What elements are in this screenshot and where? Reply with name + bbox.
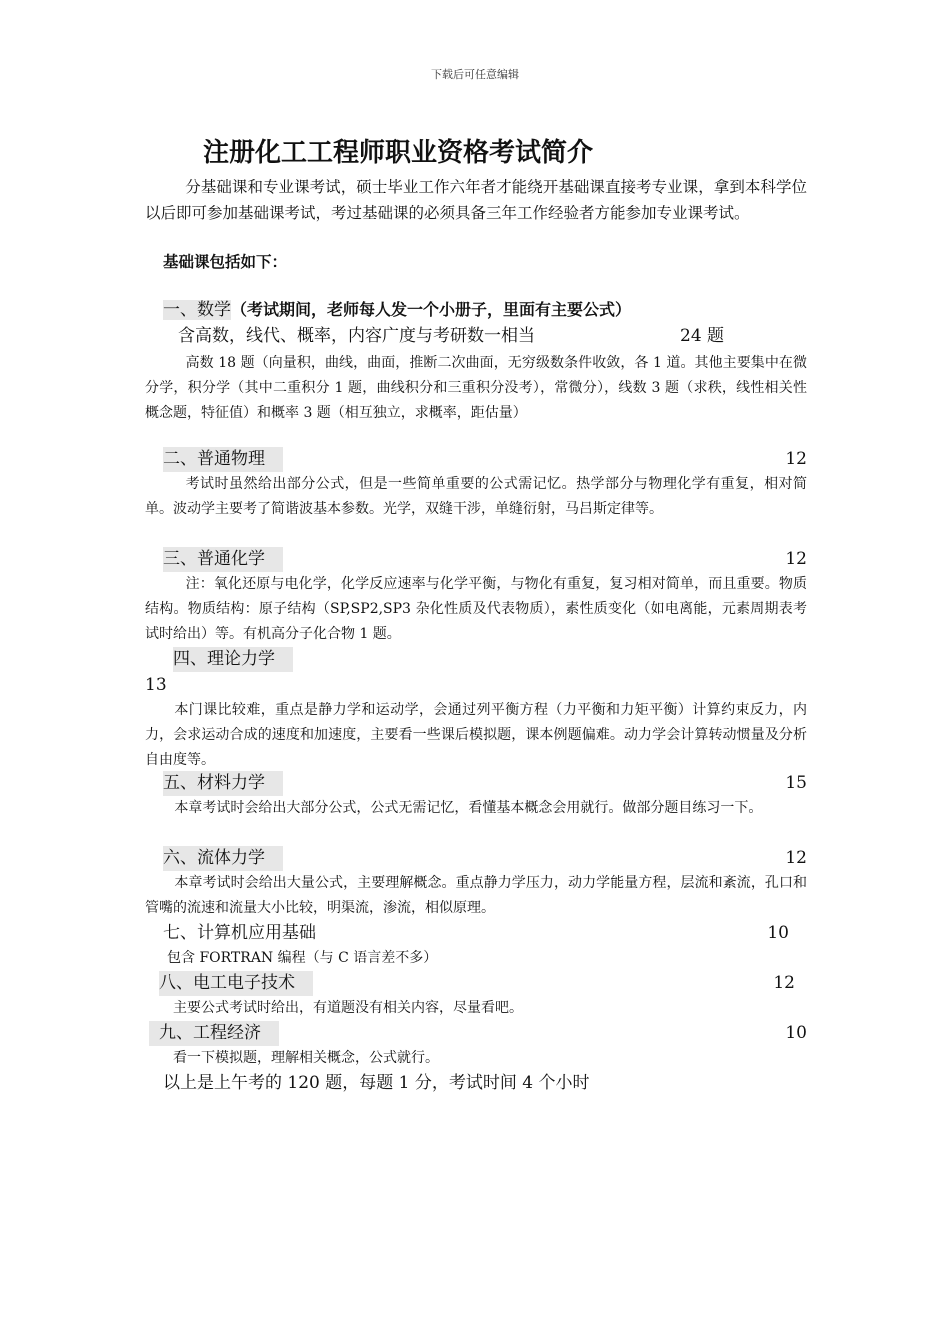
section-description: 本章考试时会给出大部分公式，公式无需记忆，看懂基本概念会用就行。做部分题目练习一下。 [174, 800, 763, 816]
section-electrical [145, 971, 807, 1021]
section-heading [145, 846, 807, 871]
math-scope: 含高数，线代、概率，内容广度与考研数一相当 [178, 326, 535, 346]
section-description: 包含 FORTRAN 编程（与 C 语言差不多） [167, 950, 438, 966]
section-math [145, 297, 807, 426]
section-note: （考试期间，老师每人发一个小册子，里面有主要公式） [231, 300, 632, 319]
section-label: 九、工程经济 [149, 1021, 279, 1046]
section-computer [145, 921, 807, 971]
basic-heading-block [145, 250, 807, 272]
section-heading [145, 921, 807, 946]
section-count: 12 [785, 848, 807, 868]
section-count: 10 [785, 1023, 807, 1043]
section-label: 八、电工电子技术 [159, 971, 313, 996]
section-count: 24 题 [680, 326, 725, 346]
section-heading [145, 447, 807, 472]
section-physics [145, 447, 807, 522]
section-count: 13 [145, 675, 167, 695]
math-sub-line [145, 323, 807, 349]
section-label: 六、流体力学 [163, 846, 283, 871]
section-description: 考试时虽然给出部分公式，但是一些简单重要的公式需记忆。热学部分与物理化学有重复，相对简单。波动学主要考了简谐波基本参数。光学，双缝干涉，单缝衍射，马吕斯定律等。 [145, 476, 807, 517]
section-materials-mechanics [145, 771, 807, 821]
section-heading [145, 297, 807, 323]
section-description: 看一下模拟题，理解相关概念，公式就行。 [173, 1050, 439, 1066]
document-title: 注册化工工程师职业资格考试简介 [203, 138, 594, 168]
section-count: 12 [785, 549, 807, 569]
section-label: 七、计算机应用基础 [163, 923, 316, 943]
section-description: 注：氧化还原与电化学，化学反应速率与化学平衡，与物化有重复，复习相对简单，而且重要。物质结构。物质结构：原子结构（SP,SP2,SP3 杂化性质及代表物质），素性质变化（如电离能，元素周期表考试时给出）等。有机高分子化合物 1 题。 [145, 576, 807, 642]
page-header: 下载后可任意编辑 [431, 68, 519, 81]
section-count: 12 [785, 449, 807, 469]
section-engineering-economics [145, 1021, 807, 1071]
section-label: 五、材料力学 [163, 771, 283, 796]
section-heading [145, 971, 807, 996]
section-label: 二、普通物理 [163, 447, 283, 472]
section-label: 四、理论力学 [173, 647, 293, 672]
basic-course-heading: 基础课包括如下： [163, 253, 288, 271]
section-label: 三、普通化学 [163, 547, 283, 572]
section-description: 本门课比较难，重点是静力学和运动学，会通过列平衡方程（力平衡和力矩平衡）计算约束反力，内力，会求运动合成的速度和加速度，主要看一些课后模拟题，课本例题偏难。动力学会计算转动惯量及分析自由度等。 [145, 702, 807, 768]
section-theoretical-mechanics [145, 647, 807, 773]
section-count: 15 [785, 773, 807, 793]
section-count: 10 [767, 923, 789, 943]
intro-paragraph: 分基础课和专业课考试，硕士毕业工作六年者才能绕开基础课直接考专业课，拿到本科学位以后即可参加基础课考试，考过基础课的必须具备三年工作经验者方能参加专业课考试。 [145, 178, 807, 222]
section-label: 一、数学 [163, 300, 231, 320]
intro-block [145, 174, 807, 226]
section-count: 12 [773, 973, 795, 993]
section-description: 本章考试时会给出大量公式，主要理解概念。重点静力学压力，动力学能量方程，层流和紊流，孔口和管嘴的流速和流量大小比较，明渠流，渗流，相似原理。 [145, 875, 807, 916]
summary-line: 以上是上午考的 120 题，每题 1 分，考试时间 4 个小时 [163, 1073, 590, 1093]
section-heading [145, 647, 807, 672]
section-description: 主要公式考试时给出，有道题没有相关内容，尽量看吧。 [173, 1000, 523, 1016]
section-description: 高数 18 题（向量积，曲线，曲面，推断二次曲面，无穷级数条件收敛，各 1 道。其他主要集中在微分学，积分学（其中二重积分 1 题，曲线积分和三重积分没考），常微分），线数 3 题（求秩，线性相关性概念题，特征值）和概率 3 题（相互独立，求概率，距估量） [145, 355, 807, 421]
section-heading [145, 1021, 807, 1046]
section-fluid-mechanics [145, 846, 807, 921]
summary-block [145, 1070, 807, 1096]
section-heading [145, 547, 807, 572]
section-heading [145, 771, 807, 796]
section-chemistry [145, 547, 807, 647]
